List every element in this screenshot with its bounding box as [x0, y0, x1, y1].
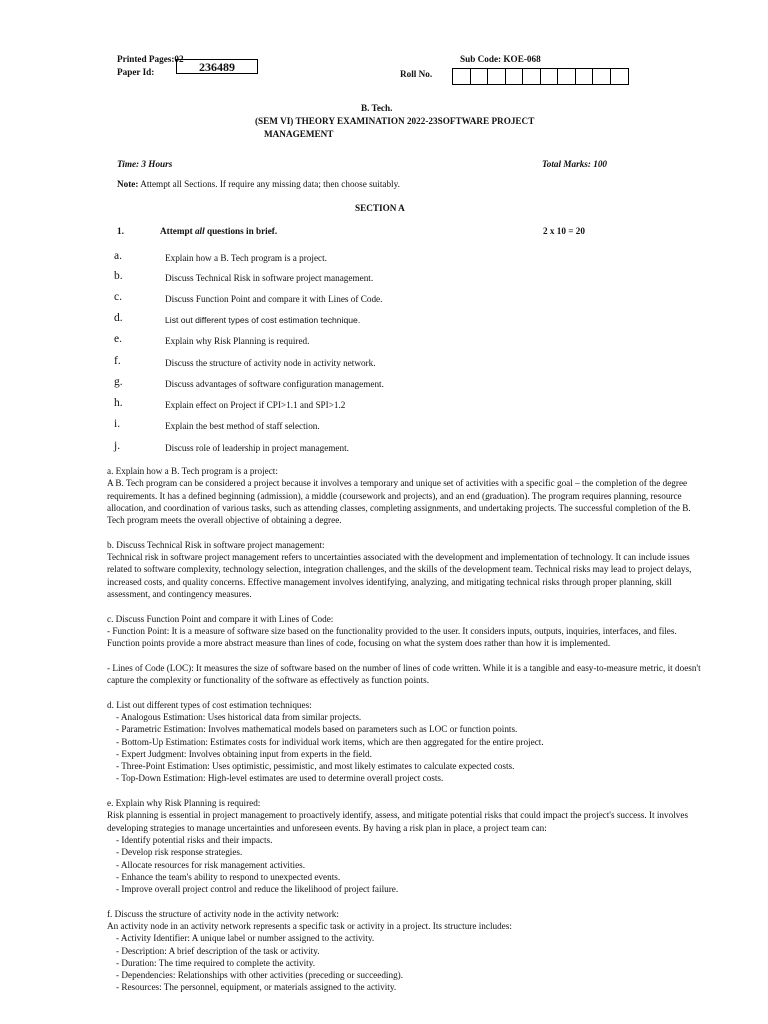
answers-body — [107, 465, 759, 994]
title-line-1: B. Tech. — [361, 103, 393, 113]
roll-box — [488, 69, 506, 84]
question-item: f. Discuss the structure of activity node in activity network. — [114, 355, 376, 368]
section-heading: SECTION A — [355, 203, 405, 213]
note — [117, 178, 400, 190]
question-item: g. Discuss advantages of software configuration management. — [114, 376, 384, 389]
answer-e-text: developing strategies to manage uncertainties and unforeseen events. By having a risk plan in place, a project team can: — [107, 822, 547, 833]
question-item: b. Discuss Technical Risk in software project management. — [114, 270, 374, 283]
printed-pages: Printed Pages:02 — [117, 54, 184, 64]
answer-e-item: - Enhance the team's ability to respond to unexpected events. — [116, 871, 341, 882]
answer-d-item: - Analogous Estimation: Uses historical data from similar projects. — [116, 711, 362, 722]
question-item: i. Explain the best method of staff selection. — [114, 418, 320, 431]
answer-b-title: b. Discuss Technical Risk in software project management: — [107, 539, 325, 550]
answer-b-text: Technical risk in software project management refers to uncertainties associated with the development and implementation of technology. It can include issues — [107, 552, 690, 563]
answer-f-item: - Duration: The time required to complete the activity. — [116, 957, 315, 968]
answer-a-title: a. Explain how a B. Tech program is a project: — [107, 466, 278, 476]
title-line-2: (SEM VI) THEORY EXAMINATION 2022-23SOFTWARE PROJECT — [255, 116, 535, 126]
total-marks: Total Marks: 100 — [542, 159, 608, 169]
answer-f-item: - Dependencies: Relationships with other activities (preceding or succeeding). — [116, 970, 404, 981]
roll-box — [471, 69, 489, 84]
question-item: j. Discuss role of leadership in project management. — [114, 440, 349, 453]
answer-d-item: - Bottom-Up Estimation: Estimates costs for individual work items, which are then aggregated for the entire project. — [116, 736, 544, 747]
roll-box — [453, 69, 471, 84]
question-item: e. Explain why Risk Planning is required. — [114, 333, 310, 346]
title-line-3: MANAGEMENT — [264, 129, 334, 139]
answer-c-text: capture the complexity or functionality of the software as effectively as function points. — [107, 675, 430, 686]
answer-d-item: - Parametric Estimation: Involves mathematical models based on parameters such as LOC or function points. — [116, 724, 518, 735]
roll-box — [576, 69, 594, 84]
roll-box — [558, 69, 576, 84]
answer-c-text: - Lines of Code (LOC): It measures the size of software based on the number of lines of code written. While it is a tangible and easy-to-measure metric, it doesn't — [107, 662, 701, 673]
answer-e-title: e. Explain why Risk Planning is required: — [107, 798, 261, 809]
roll-box — [593, 69, 611, 84]
roll-box — [506, 69, 524, 84]
answer-c-text: Function points provide a more abstract measure than lines of code, focusing on what the system does rather than how it is implemented. — [107, 638, 611, 649]
answer-c-text: - Function Point: It is a measure of software size based on the functionality provided to the user. It considers inputs, outputs, inquiries, interfaces, and files. — [107, 625, 677, 636]
note-label: Note: — [117, 179, 139, 189]
answer-d-item: - Expert Judgment: Involves obtaining input from experts in the field. — [116, 748, 372, 759]
roll-number-boxes — [452, 68, 629, 85]
answer-e-text: Risk planning is essential in project management to proactively identify, assess, and mitigate potential risks that could impact the project's success. It involves — [107, 810, 689, 821]
answer-e-item: - Improve overall project control and reduce the likelihood of project failure. — [116, 884, 399, 895]
question-marks: 2 x 10 = 20 — [543, 226, 585, 236]
answer-d-title: d. List out different types of cost estimation techniques: — [107, 699, 312, 710]
answer-f-text: An activity node in an activity network represents a specific task or activity in a project. Its structure includes: — [107, 920, 512, 931]
sub-code: Sub Code: KOE-068 — [460, 54, 541, 64]
answer-c-title: c. Discuss Function Point and compare it with Lines of Code: — [107, 613, 334, 624]
answer-e-item: - Identify potential risks and their impacts. — [116, 834, 273, 845]
answer-a-text: A B. Tech program can be considered a project because it involves a temporary and unique set of activities with a specific goal – the completion of the degree — [107, 478, 688, 489]
roll-box — [523, 69, 541, 84]
answer-b-text: related to software complexity, technology selection, integration challenges, and the skills of the development team. Technical risks may lead to project delays, — [107, 564, 692, 575]
answer-b-text: increased costs, and quality concerns. Effective management involves identifying, analyzing, and mitigating technical risks through proper planning, skill — [107, 576, 672, 587]
answer-d-item: - Three-Point Estimation: Uses optimistic, pessimistic, and most likely estimates to calculate expected costs. — [116, 761, 515, 772]
question-item: d. List out different types of cost estimation technique. — [114, 312, 361, 325]
answer-f-title: f. Discuss the structure of activity node in the activity network: — [107, 908, 339, 919]
answer-d-item: - Top-Down Estimation: High-level estimates are used to determine overall project costs. — [116, 773, 444, 784]
answer-a-text: requirements. It has a defined beginning (admission), a middle (coursework and projects), and an end (graduation). The program requires planning, resource — [107, 490, 682, 501]
answer-a-text: allocation, and coordination of various tasks, such as attending classes, completing assignments, and undertaking projects. The successful completion of the B. — [107, 502, 691, 513]
answer-e-item: - Develop risk response strategies. — [116, 847, 243, 858]
roll-no-label: Roll No. — [400, 69, 433, 79]
answer-f-item: - Activity Identifier: A unique label or number assigned to the activity. — [116, 933, 375, 944]
note-text: Attempt all Sections. If require any missing data; then choose suitably. — [138, 179, 400, 189]
paper-id-label: Paper Id: — [117, 67, 155, 77]
answer-b-text: assessment, and contingency measures. — [107, 588, 252, 599]
answer-f-item: - Resources: The personnel, equipment, or materials assigned to the activity. — [116, 982, 397, 993]
answer-a-text: Tech program meets the overall objective of obtaining a degree. — [107, 515, 342, 526]
roll-box — [611, 69, 629, 84]
answer-e-item: - Allocate resources for risk management activities. — [116, 859, 306, 870]
paper-id-box: 236489 — [176, 59, 258, 74]
exam-time: Time: 3 Hours — [117, 159, 173, 169]
roll-box — [541, 69, 559, 84]
question-number: 1. — [117, 226, 124, 236]
question-item: h. Explain effect on Project if CPI>1.1 and SPI>1.2 — [114, 397, 346, 410]
question-item: a. Explain how a B. Tech program is a project. — [114, 250, 327, 263]
question-instruction: Attempt all questions in brief. — [160, 226, 278, 236]
answer-f-item: - Description: A brief description of the task or activity. — [116, 945, 320, 956]
question-item: c. Discuss Function Point and compare it with Lines of Code. — [114, 291, 383, 304]
